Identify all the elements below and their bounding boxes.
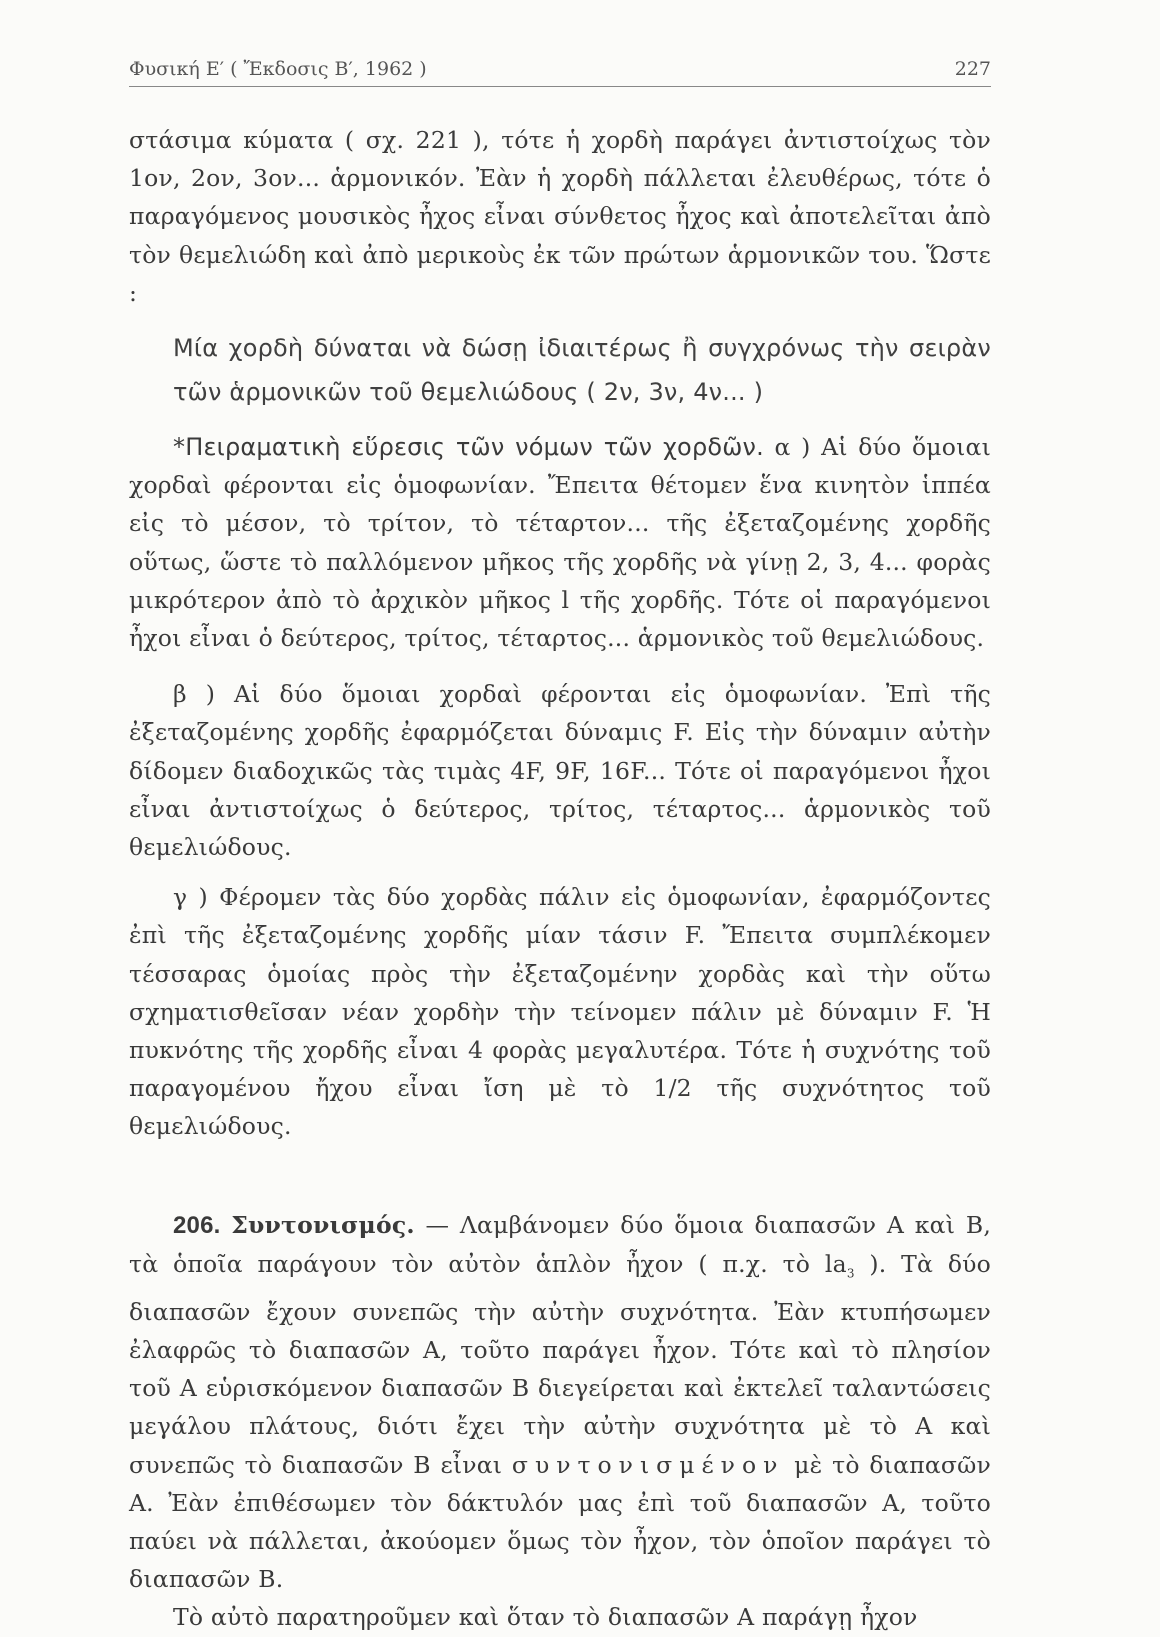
experiment-alpha-text: α ) Αἱ δύο ὅμοιαι χορδαὶ φέρονται εἰς ὁμοφωνίαν. Ἔπειτα θέτομεν ἕνα κινητὸν ἱππέα εἰς τὸ μέσον, τὸ τρίτον, τὸ τέταρτον... τῆς ἐξεταζομένης χορδῆς οὕτως, ὥστε τὸ παλλόμενον μῆκος τῆς χορδῆς νὰ γίνῃ 2, 3, 4... φορὰς μικρότερον ἀπὸ τὸ ἀρχικὸν μῆκος l τῆς χορδῆς. Τότε οἱ παραγόμενοι ἦχοι εἶναι ὁ δεύτερος, τρίτος, τέταρτος... ἁρμονικὸς τοῦ θεμελιώδους. [129, 433, 992, 653]
section-text-c: μὲ τὸ διαπασῶν Α. Ἐὰν ἐπιθέσωμεν τὸν δάκτυλόν μας ἐπὶ τοῦ διαπασῶν Α, τοῦτο παύει νὰ πάλλεται, ἀκούομεν ὅμως τὸν ἦχον, τὸν ὁποῖον παράγει τὸ διαπασῶν Β. [129, 1450, 992, 1594]
rule-statement: Μία χορδὴ δύναται νὰ δώσῃ ἰδιαιτέρως ἢ συγχρόνως τὴν σειρὰν τῶν ἁρμονικῶν τοῦ θεμελιώδους ( 2ν, 3ν, 4ν... ) [173, 334, 991, 407]
paragraph-experiment-alpha [129, 428, 991, 657]
paragraph-experiment-beta: β ) Αἱ δύο ὅμοιαι χορδαὶ φέρονται εἰς ὁμοφωνίαν. Ἐπὶ τῆς ἐξεταζομένης χορδῆς ἐφαρμόζεται δύναμις F. Εἰς τὴν δύναμιν αὐτὴν δίδομεν διαδοχικῶς τὰς τιμὰς 4F, 9F, 16F... Τότε οἱ παραγόμενοι ἦχοι εἶναι ἀντιστοίχως ὁ δεύτερος, τρίτος, τέταρτος... ἁρμονικὸς τοῦ θεμελιώδους. [129, 680, 991, 862]
header-title: Φυσική Ε′ ( Ἔκδοσις Β′, 1962 ) [129, 58, 427, 80]
book-page [129, 58, 991, 1637]
section-text-a: Λαμβάνομεν δύο ὅμοια διαπασῶν Α καὶ Β, τὰ ὁποῖα παράγουν τὸν αὐτὸν ἁπλὸν ἦχον ( π.χ. τὸ la [129, 1210, 992, 1278]
page-number: 227 [954, 58, 991, 80]
section-title: Συντονισμός. [231, 1210, 415, 1239]
section-text-b: ). Τὰ δύο διαπασῶν ἔχουν συνεπῶς τὴν αὐτὴν συχνότητα. Ἐὰν κτυπήσωμεν ἐλαφρῶς τὸ διαπασῶν Α, τοῦτο παράγει ἦχον. Τότε καὶ τὸ πλησίον τοῦ Α εὑρισκόμενον διαπασῶν Β διεγείρεται καὶ ἐκτελεῖ ταλαντώσεις μεγάλου πλάτους, διότι ἔχει τὴν αὐτὴν συχνότητα μὲ τὸ Α καὶ συνεπῶς τὸ διαπασῶν Β εἶναι [129, 1249, 991, 1479]
note-subscript: 3 [846, 1266, 855, 1281]
paragraph-last: Τὸ αὐτὸ παρατηροῦμεν καὶ ὅταν τὸ διαπασῶν Α παράγῃ ἦχον [173, 1603, 918, 1632]
running-header [129, 58, 991, 87]
section-dash: — [425, 1210, 450, 1239]
section-206 [129, 1206, 991, 1599]
experiment-title: *Πειραματικὴ εὕρεσις τῶν νόμων τῶν χορδῶν. [173, 433, 764, 462]
section-number: 206. [173, 1211, 221, 1239]
page-content [129, 121, 991, 1637]
spaced-emphasis: συντονισμένον [511, 1450, 785, 1479]
paragraph-experiment-gamma: γ ) Φέρομεν τὰς δύο χορδὰς πάλιν εἰς ὁμοφωνίαν, ἐφαρμόζοντες ἐπὶ τῆς ἐξεταζομένης χορδῆς μίαν τάσιν F. Ἔπειτα συμπλέκομεν τέσσαρας ὁμοίας πρὸς τὴν ἐξεταζομένην χορδὰς καὶ τὴν οὕτω σχηματισθεῖσαν νέαν χορδὴν τὴν τείνομεν πάλιν μὲ δύναμιν F. Ἡ πυκνότης τῆς χορδῆς εἶναι 4 φορὰς μεγαλυτέρα. Τότε ἡ συχνότης τοῦ παραγομένου ἤχου εἶναι ἴση μὲ τὸ 1/2 τῆς συχνότητος τοῦ θεμελιώδους. [129, 883, 991, 1141]
paragraph-harmonics: στάσιμα κύματα ( σχ. 221 ), τότε ἡ χορδὴ παράγει ἀντιστοίχως τὸν 1ον, 2ον, 3ον... ἁρμονικόν. Ἐὰν ἡ χορδὴ πάλλεται ἐλευθέρως, τότε ὁ παραγόμενος μουσικὸς ἦχος εἶναι σύνθετος ἦχος καὶ ἀποτελεῖται ἀπὸ τὸν θεμελιώδη καὶ ἀπὸ μερικοὺς ἐκ τῶν πρώτων ἁρμονικῶν του. Ὥστε : [129, 126, 991, 307]
